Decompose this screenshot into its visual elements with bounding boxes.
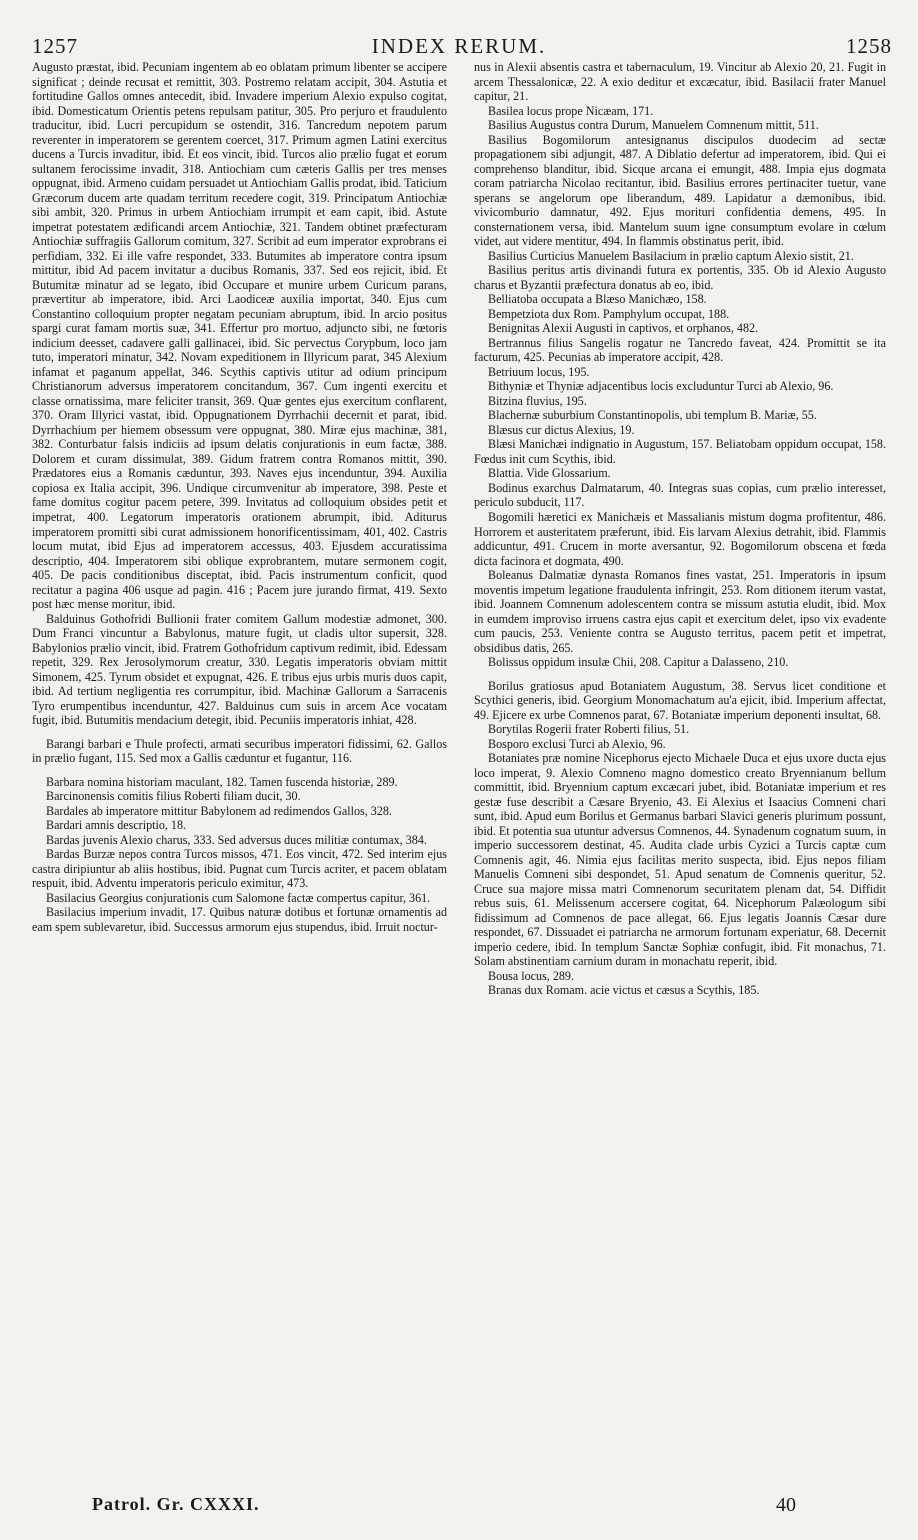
- index-entry: Bogomili hæretici ex Manichæis et Massalianis mistum dogma profitentur, 486. Horrorem et austeritatem præferunt, ibid. Eis larvam Alexius detrahit, ibid. Flammis addicuntur, 491. Crucem in morte aversantur, 92. Bogomilorum obscena et fœda dicta facinora et dogmata, 490.: [474, 509, 886, 568]
- index-entry: Basilius Curticius Manuelem Basilacium in prælio captum Alexio sistit, 21.: [488, 248, 854, 263]
- index-entry: Boleanus Dalmatiæ dynasta Romanos fines vastat, 251. Imperatoris in ipsum moventis impetum legatione fraudulenta infringit, 253. Rom ditionem iterum vastat, ibid. Joannem Comnenum adolescentem contra se missum astutia eludit, ibid. Mox in eumdem improviso irruens castra ejus capit et exercitum delet, ipso vix evadente cum paucis, 253. Veniente contra se Augusto territus, pacem petit et impetrat, obsidibus datis, 265.: [474, 568, 886, 655]
- index-entry: Branas dux Romam. acie victus et cæsus a Scythis, 185.: [488, 983, 760, 998]
- index-entry: Blattia. Vide Glossarium.: [488, 466, 611, 481]
- right-column: [474, 60, 886, 998]
- left-column: [32, 60, 447, 934]
- index-entry: Basilius peritus artis divinandi futura ex portentis, 335. Ob id Alexio Augusto charus et Byzantii præfectura donatus ab eo, ibid.: [474, 263, 886, 292]
- index-entry: Basilius Bogomilorum antesignanus discipulos duodecim ad sectæ propagationem sibi adjungit, 487. A Diblatio defertur ad imperatorem, ibid. Qui ei comprehenso blanditur, ibid. Sicque arcana ei emungit, 488. Impia ejus dogmata coram patriarcha Nicolao recitantur, ibid. Basilius errores pertinaciter tuetur, vane sperans se angelorum ope liberandum, 489. Lapidatur a dæmonibus, ibid. vivicomburio damnatur, 492. Ejus morituri confidentia demens, 495. In consternationem versa, ibid. Mantelum suum igne consumptum evolare in cœlum videt, aut videre mentitur, 494. In flammis obstinatus perit, ibid.: [474, 132, 886, 249]
- index-entry: Bolissus oppidum insulæ Chii, 208. Capitur a Dalasseno, 210.: [488, 655, 789, 670]
- index-entry: Augusto præstat, ibid. Pecuniam ingentem ab eo oblatam primum libenter se accipere significat ; deinde recusat et remittit, 303. Postremo relatam accipit, 304. Astutia et fortitudine Gallos omnes antecedit, ibid. Invadere imperium Alexio expulso cogitat, ibid. Domesticatum Orientis petens repulsam patitur, 305. Pro perjuro et fraudulento traducitur, ibid. Lucri percupidum se ostendit, 316. Tancredum nepotem parum reverenter in imperatorem se gerentem coercet, 317. Primum agmen Latini exercitus ducens a Turcis invaditur, ibid. Et eos vincit, ibid. Turcos alio prælio fugat et eorum sultanem ferocissime invadit, 318. Antiochiam cum cæteris Gallis per tres menses oppugnat, ibid. Armeno cuidam persuadet ut Antiochiam Gallis prodat, ibid. Taticium Græcorum ducem arte quadam territum recedere cogit, 319. Principatum Antiochiæ sibi ambit, 320. Primus in urbem Antiochiam irrumpit et eam capit, ibid. Astute impetrat potestatem ædificandi arcem Antiochiæ, 321. Tandem obtinet præfecturam Antiochiæ suffragiis Gallorum comitum, 327. Scribit ad eum imperator exprobrans ei perfidiam, 332. Ei ille vafre respondet, 333. Butumites ab imperatore contra ipsum mittitur, ibid Ad pacem invitatur a ducibus Romanis, 337. Sed eos rejicit, ibid. Et Butumitæ minatur ad se legato, ibid Occupare et munire urbem Curicum parans, prævertitur ab imperatore, ibid. Arci Laodiceæ auxilia importat, 340. Ejus cum Constantino colloquium propter negatam pecuniam abruptum, ibid. In arcio positus spargi curat famam mortis suæ, 341. Effertur pro mortuo, adjuncto sibi, ne fœtoris indicium deesset, cadavere galli gallinacei, ibid. Sic pervectus Corypbum, loco jam tuto, imperatori minatur, 342. Novam expeditionem in Illyricum parat, 345 Alexium infamat et paganum appellat, 346. Scythis captivis utitur ad odium principum Christianorum adversus imperatorem concitandum, 367. Cum ingenti exercitu et classe ornatissima, mare feliciter transit, 369. Quæ gentes ejus exercitum conflarent, 370. Oram Illyrici vastat, ibid. Oppugnationem Dyrrhachii decernit et parat, ibid. Dyrrhachium per hiemem obsessum vere oppugnat, 380. Miræ ejus machinæ, 381, 382. Conturbatur falsis indiciis ad ipsum delatis conjurationis in eum factæ, 388. Dolorem et curam dissimulat, 389. Gidum fratrem contra Romanos mittit, 390. Prædatores eius a Romanis cæduntur, 393. Naves ejus incenduntur, 394. Auxilia copiosa ex Italia accipit, 396. Undique circumvenitur ab imperatore, 398. Peste et fame domitus cogitur pacem petere, 399. Invitatus ad colloquium obsides petit et impetrat, 400. Legatorum imperatoris orationem abrumpit, ibid. Aditurus imperatorem promitti sibi curat admissionem honorificentissimam, 401, 402. Castris locum mutat, ibid Ejus ad imperatorem accessus, 403. Ejusdem accuratissima descriptio, 404. Imperatorem sibi oblique exprobrantem, mutare sermonem cogit, 405. De pacis conditionibus disceptat, ibid. Pacis instrumentum conficit, quod recitatur a pagina 406 usque ad pagin. 416 ; Pacem jure jurando firmat, 419. Sexto post hæc mense moritur, ibid.: [32, 60, 447, 612]
- index-entry: Bardales ab imperatore mittitur Babylonem ad redimendos Gallos, 328.: [46, 803, 392, 818]
- index-entry: Bardas juvenis Alexio charus, 333. Sed adversus duces militiæ contumax, 384.: [46, 832, 427, 847]
- index-entry: Bitzina fluvius, 195.: [488, 393, 587, 408]
- right-column-number: 1258: [846, 34, 892, 58]
- index-entry: Blachernæ suburbium Constantinopolis, ubi templum B. Mariæ, 55.: [488, 408, 817, 423]
- index-entry: Basilacius imperium invadit, 17. Quibus naturæ dotibus et fortunæ ornamentis ad eam spem sublevaretur, ibid. Successus armorum ejus stupendus, ibid. Irruit noctur-: [32, 905, 447, 934]
- index-entry: Borytilas Rogerii frater Roberti filius, 51.: [488, 722, 690, 737]
- index-entry: Borilus gratiosus apud Botaniatem Augustum, 38. Servus licet conditione et Scythici generis, ibid. Georgium Monomachatum au'a ejicit, ibid. Imperium affectat, 49. Ejicere ex urbe Comnenos parat, 67. Botaniatæ imperium deponenti insultat, 68.: [474, 678, 886, 722]
- index-entry: Barcinonensis comitis filius Roberti filiam ducit, 30.: [46, 789, 301, 804]
- index-entry: Betriuum locus, 195.: [488, 364, 590, 379]
- index-entry: Barbara nomina historiam maculant, 182. Tamen fuscenda historiæ, 289.: [46, 774, 398, 789]
- left-column-number: 1257: [32, 34, 78, 58]
- index-entry: Benignitas Alexii Augusti in captivos, et orphanos, 482.: [488, 321, 759, 336]
- index-entry: Belliatoba occupata a Blæso Manichæo, 158.: [488, 292, 707, 307]
- index-entry: Balduinus Gothofridi Bullionii frater comitem Gallum modestiæ admonet, 300. Dum Franci vincuntur a Babylonus, mature fugit, ut cladis ultor supersit, 328. Babylonios prælio vincit, ibid. Fratrem Gothofridum captivum redimit, ibid. Edessam repetit, 329. Rex Jerosolymorum creatur, 330. Legatis imperatoris obviam mittit Simonem, 425. Tyrum obsidet et expugnat, 426. E tribus ejus urbis muris duos capit, ibid. Ad tertium negligentia res corrumpitur, ibid. Machinæ Gallorum a Sarracenis Tyro erumpentibus incenduntur, 427. Balduinus cum suis in arcem Ace vocatam fugit, ibid. Butumitis mendacium detegit, ibid. Pecuniis imperatoris inhiat, 428.: [32, 611, 447, 728]
- index-entry: Bardas Burzæ nepos contra Turcos missos, 471. Eos vincit, 472. Sed interim ejus castra diripiuntur ab aliis hostibus, ibid. Pugnat cum Turcis acriter, et pacem oblatam respuit, ibid. Adventu imperatoris periculo eximitur, 473.: [32, 847, 447, 891]
- index-entry: Bithyniæ et Thyniæ adjacentibus locis excluduntur Turci ab Alexio, 96.: [488, 379, 834, 394]
- index-entry: Bardari amnis descriptio, 18.: [46, 818, 187, 833]
- index-entry: Bempetziota dux Rom. Pamphylum occupat, 188.: [488, 306, 730, 321]
- index-entry: Blæsus cur dictus Alexius, 19.: [488, 422, 635, 437]
- index-entry: Barangi barbari e Thule profecti, armati securibus imperatori fidissimi, 62. Gallos in prælio fugant, 115. Sed mox a Gallis cæduntur et fugantur, 116.: [32, 736, 447, 766]
- index-entry: Blæsi Manichæi indignatio in Augustum, 157. Beliatobam oppidum occupat, 158. Fœdus init cum Scythis, ibid.: [474, 437, 886, 466]
- index-entry: Bosporo exclusi Turci ab Alexio, 96.: [488, 736, 666, 751]
- index-entry: Basilea locus prope Nicæam, 171.: [488, 103, 654, 118]
- footer-sheet-number: 40: [776, 1494, 796, 1516]
- index-entry: Botaniates præ nomine Nicephorus ejecto Michaele Duca et ejus uxore ducta ejus loco imperat, 9. Alexio Comneno magno domestico creato Bryennianum bellum committit, ibid. Bryennium captum excæcari jubet, ibid. Botaniatæ imperium et res gestæ fuse describit a Cæsare Bryenio, 43. Ei Alexius et Isaacius Comneni chari sunt, ibid. Apud eum Borilus et Germanus barbari Slavici generis plurimum possunt, ibid. Et potentia sua utuntur adversus Comnenos, 44. Synadenum cognatum suum, in imperio successorem destinat, 45. Audita clade urbis Cyzici a Turcis captæ cum Comnenis agit, 46. Nimia ejus facilitas merito suspecta, ibid. Ejus nepos filiam Manuelis Comneni sibi despondet, 51. Apud senatum de Comnenis queritur, 52. Cruce sua majore missa matri Comnenorum securitatem plenam dat, 54. Diffidit rebus suis, 61. Melissenum accersere cogitat, 64. Nicephorum Palæologum sibi fidissimum ad Comnenos de pace allegat, 66. Ejus legatis Joannis Cæsar dure respondet, 67. Dissuadet ei patriarcha ne armorum fortunam experiatur, 68. Decernit imperio cedere, ibid. In templum Sanctæ Sophiæ confugit, ibid. Fit monachus, 71. Solam abstinentiam carnium duram in monachatu reperit, ibid.: [474, 751, 886, 969]
- footer-source: Patrol. Gr. CXXXI.: [92, 1494, 260, 1514]
- index-entry: Bousa locus, 289.: [488, 968, 574, 983]
- running-head: INDEX RERUM.: [371, 34, 547, 58]
- index-entry: Bertrannus filius Sangelis rogatur ne Tancredo faveat, 424. Promittit se ita facturum, 425. Pecunias ab imperatore accipit, 428.: [474, 335, 886, 365]
- index-entry: Bodinus exarchus Dalmatarum, 40. Integras suas copias, cum prælio interesset, periculo subducit, 117.: [474, 480, 886, 510]
- index-entry: nus in Alexii absentis castra et tabernaculum, 19. Vincitur ab Alexio 20, 21. Fugit in arcem Thessalonicæ, 22. A exio deditur et excæcatur, ibid. Basilacii frater Manuel capitur, 21.: [474, 60, 886, 104]
- index-entry: Basilacius Georgius conjurationis cum Salomone factæ compertus capitur, 361.: [46, 890, 431, 905]
- index-entry: Basilius Augustus contra Durum, Manuelem Comnenum mittit, 511.: [488, 118, 819, 133]
